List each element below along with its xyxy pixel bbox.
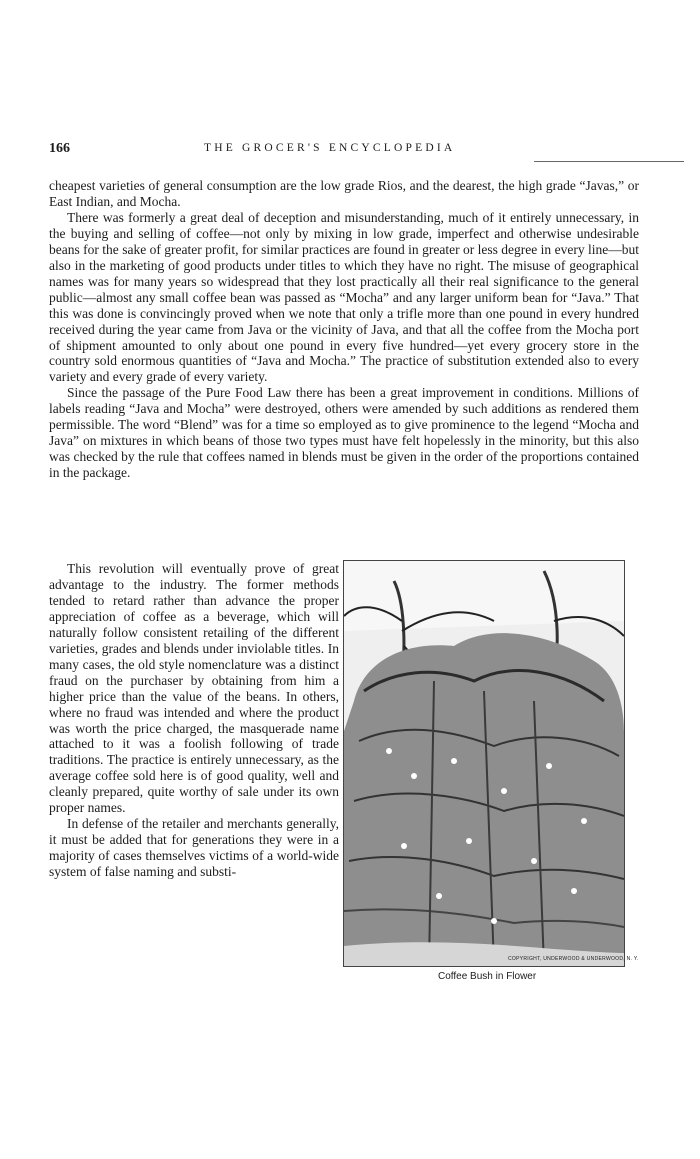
photo-copyright: COPYRIGHT, UNDERWOOD & UNDERWOOD, N. Y.: [508, 956, 639, 962]
paragraph: This revolution will eventually prove of great advantage to the industry. The former methods tended to retard rather than advance the proper appreciation of coffee as a beverage, which will naturally follow consistent retailing of the different varieties, grades and blends under inviolable titles. In many cases, the old style nomenclature was a distinct fraud on the purchaser by obtaining from him a higher price than the value of the beans. In others, where no fraud was intended and where the product was worth the price charged, the masquerade name attached to it was a foolish following of trade traditions. The practice is entirely unnecessary, as the average coffee sold here is of good quality, well and cleanly prepared, quite worthy of sale under its own proper names.: [49, 561, 339, 816]
paragraph: There was formerly a great deal of deception and misunderstanding, much of it entirely unnecessary, in the buying and selling of coffee—not only by mixing in low grade, imperfect and otherwise undesirable beans for the sake of greater profit, for similar practices are found in greater or less degree in every line—but also in the marketing of good products under titles to which they have no right. The misuse of geographical names was for many years so widespread that they lost practically all their real significance to the general public—almost any small coffee bean was passed as “Mocha” and any larger uniform bean for “Java.” That this was done is convincingly proved when we note that only a trifle more than one pound in every hundred received during the year came from Java or the vicinity of Java, and that all the coffee from the Mocha port of shipment amounted to only about one pound in every five hundred—yet every grocery store in the country sold enormous quantities of “Java and Mocha.” The practice of substitution extended also to every variety and every grade of every variety.: [49, 209, 639, 385]
paragraph: Since the passage of the Pure Food Law there has been a great improvement in conditions. Millions of labels reading “Java and Mocha” were destroyed, others were amended by such additions as rendered them permissible. The word “Blend” was for a time so employed as to give prominence to the legend “Mocha and Java” on mixtures in which beans of those two types must have felt hopelessly in the minority, but this also was checked by the rule that coffees named in blends must be given in the order of the proportions contained in the package.: [49, 385, 639, 481]
page-number: 166: [49, 141, 70, 156]
running-head: THE GROCER'S ENCYCLOPEDIA: [204, 142, 456, 154]
body-text: [49, 178, 639, 481]
coffee-bush-photo: [343, 560, 625, 967]
coffee-bush-illustration: [344, 561, 624, 966]
paragraph: In defense of the retailer and merchants generally, it must be added that for generations they were in a majority of cases themselves victims of a world-wide system of false naming and substi-: [49, 816, 339, 880]
figure-caption: Coffee Bush in Flower: [438, 971, 537, 982]
paragraph: cheapest varieties of general consumption are the low grade Rios, and the dearest, the high grade “Javas,” or East Indian, and Mocha.: [49, 178, 639, 209]
page-header: [49, 141, 635, 163]
header-rule: [534, 161, 684, 162]
left-column-text: [49, 561, 339, 880]
